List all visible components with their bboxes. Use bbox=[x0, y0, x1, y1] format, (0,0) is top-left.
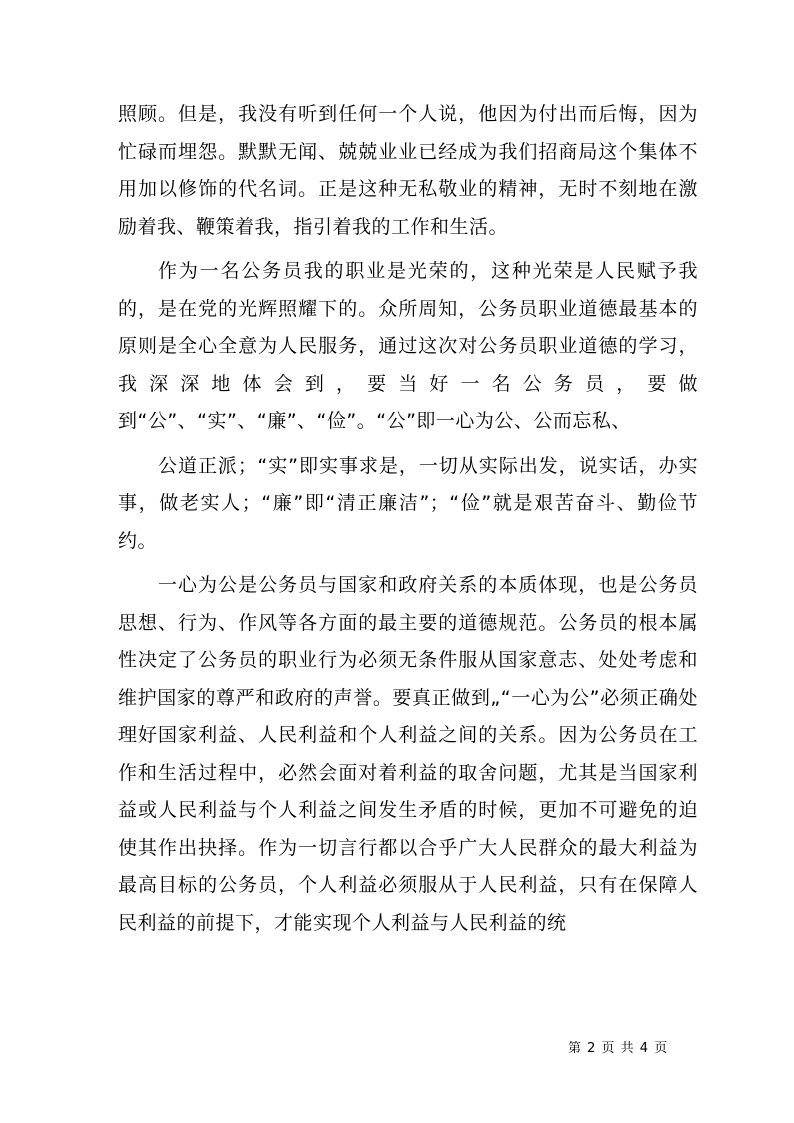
paragraph-4: 一心为公是公务员与国家和政府关系的本质体现，也是公务员思想、行为、作风等各方面的最主要的道德规范。公务员的根本属性决定了公务员的职业行为必须无条件服从国家意志、处处考虑和维护国家的尊严和政府的声誉。要真正做到„“一心为公”必须正确处理好国家利益、人民利益和个人利益之间的关系。因为公务员在工作和生活过程中，必然会面对着利益的取舍问题，尤其是当国家利益或人民利益与个人利益之间发生矛盾的时候，更加不可避免的迫使其作出抉择。作为一切言行都以合乎广大人民群众的最大利益为最高目标的公务员，个人利益必须服从于人民利益，只有在保障人民利益的前提下，才能实现个人利益与人民利益的统 bbox=[118, 574, 698, 934]
paragraph-3: 公道正派；“实”即实事求是，一切从实际出发，说实话，办实事，做老实人；“廉”即“清正廉洁”；“俭”就是艰苦奋斗、勤俭节约。 bbox=[118, 454, 698, 552]
page-number: 第 2 页 共 4 页 bbox=[568, 1041, 669, 1056]
paragraph-2: 作为一名公务员我的职业是光荣的，这种光荣是人民赋予我的，是在党的光辉照耀下的。众所周知，公务员职业道德最基本的原则是全心全意为人民服务，通过这次对公务员职业道德的学习，我深深地体会到，要当好一名公务员，要做到“公”、“实”、“廉”、“俭”。“公”即一心为公、公而忘私、 bbox=[118, 260, 698, 432]
document-body bbox=[118, 96, 698, 942]
paragraph-1: 照顾。但是，我没有听到任何一个人说，他因为付出而后悔，因为忙碌而埋怨。默默无闻、兢兢业业已经成为我们招商局这个集体不用加以修饰的代名词。正是这种无私敬业的精神，无时不刻地在激励着我、鞭策着我，指引着我的工作和生活。 bbox=[118, 103, 698, 238]
